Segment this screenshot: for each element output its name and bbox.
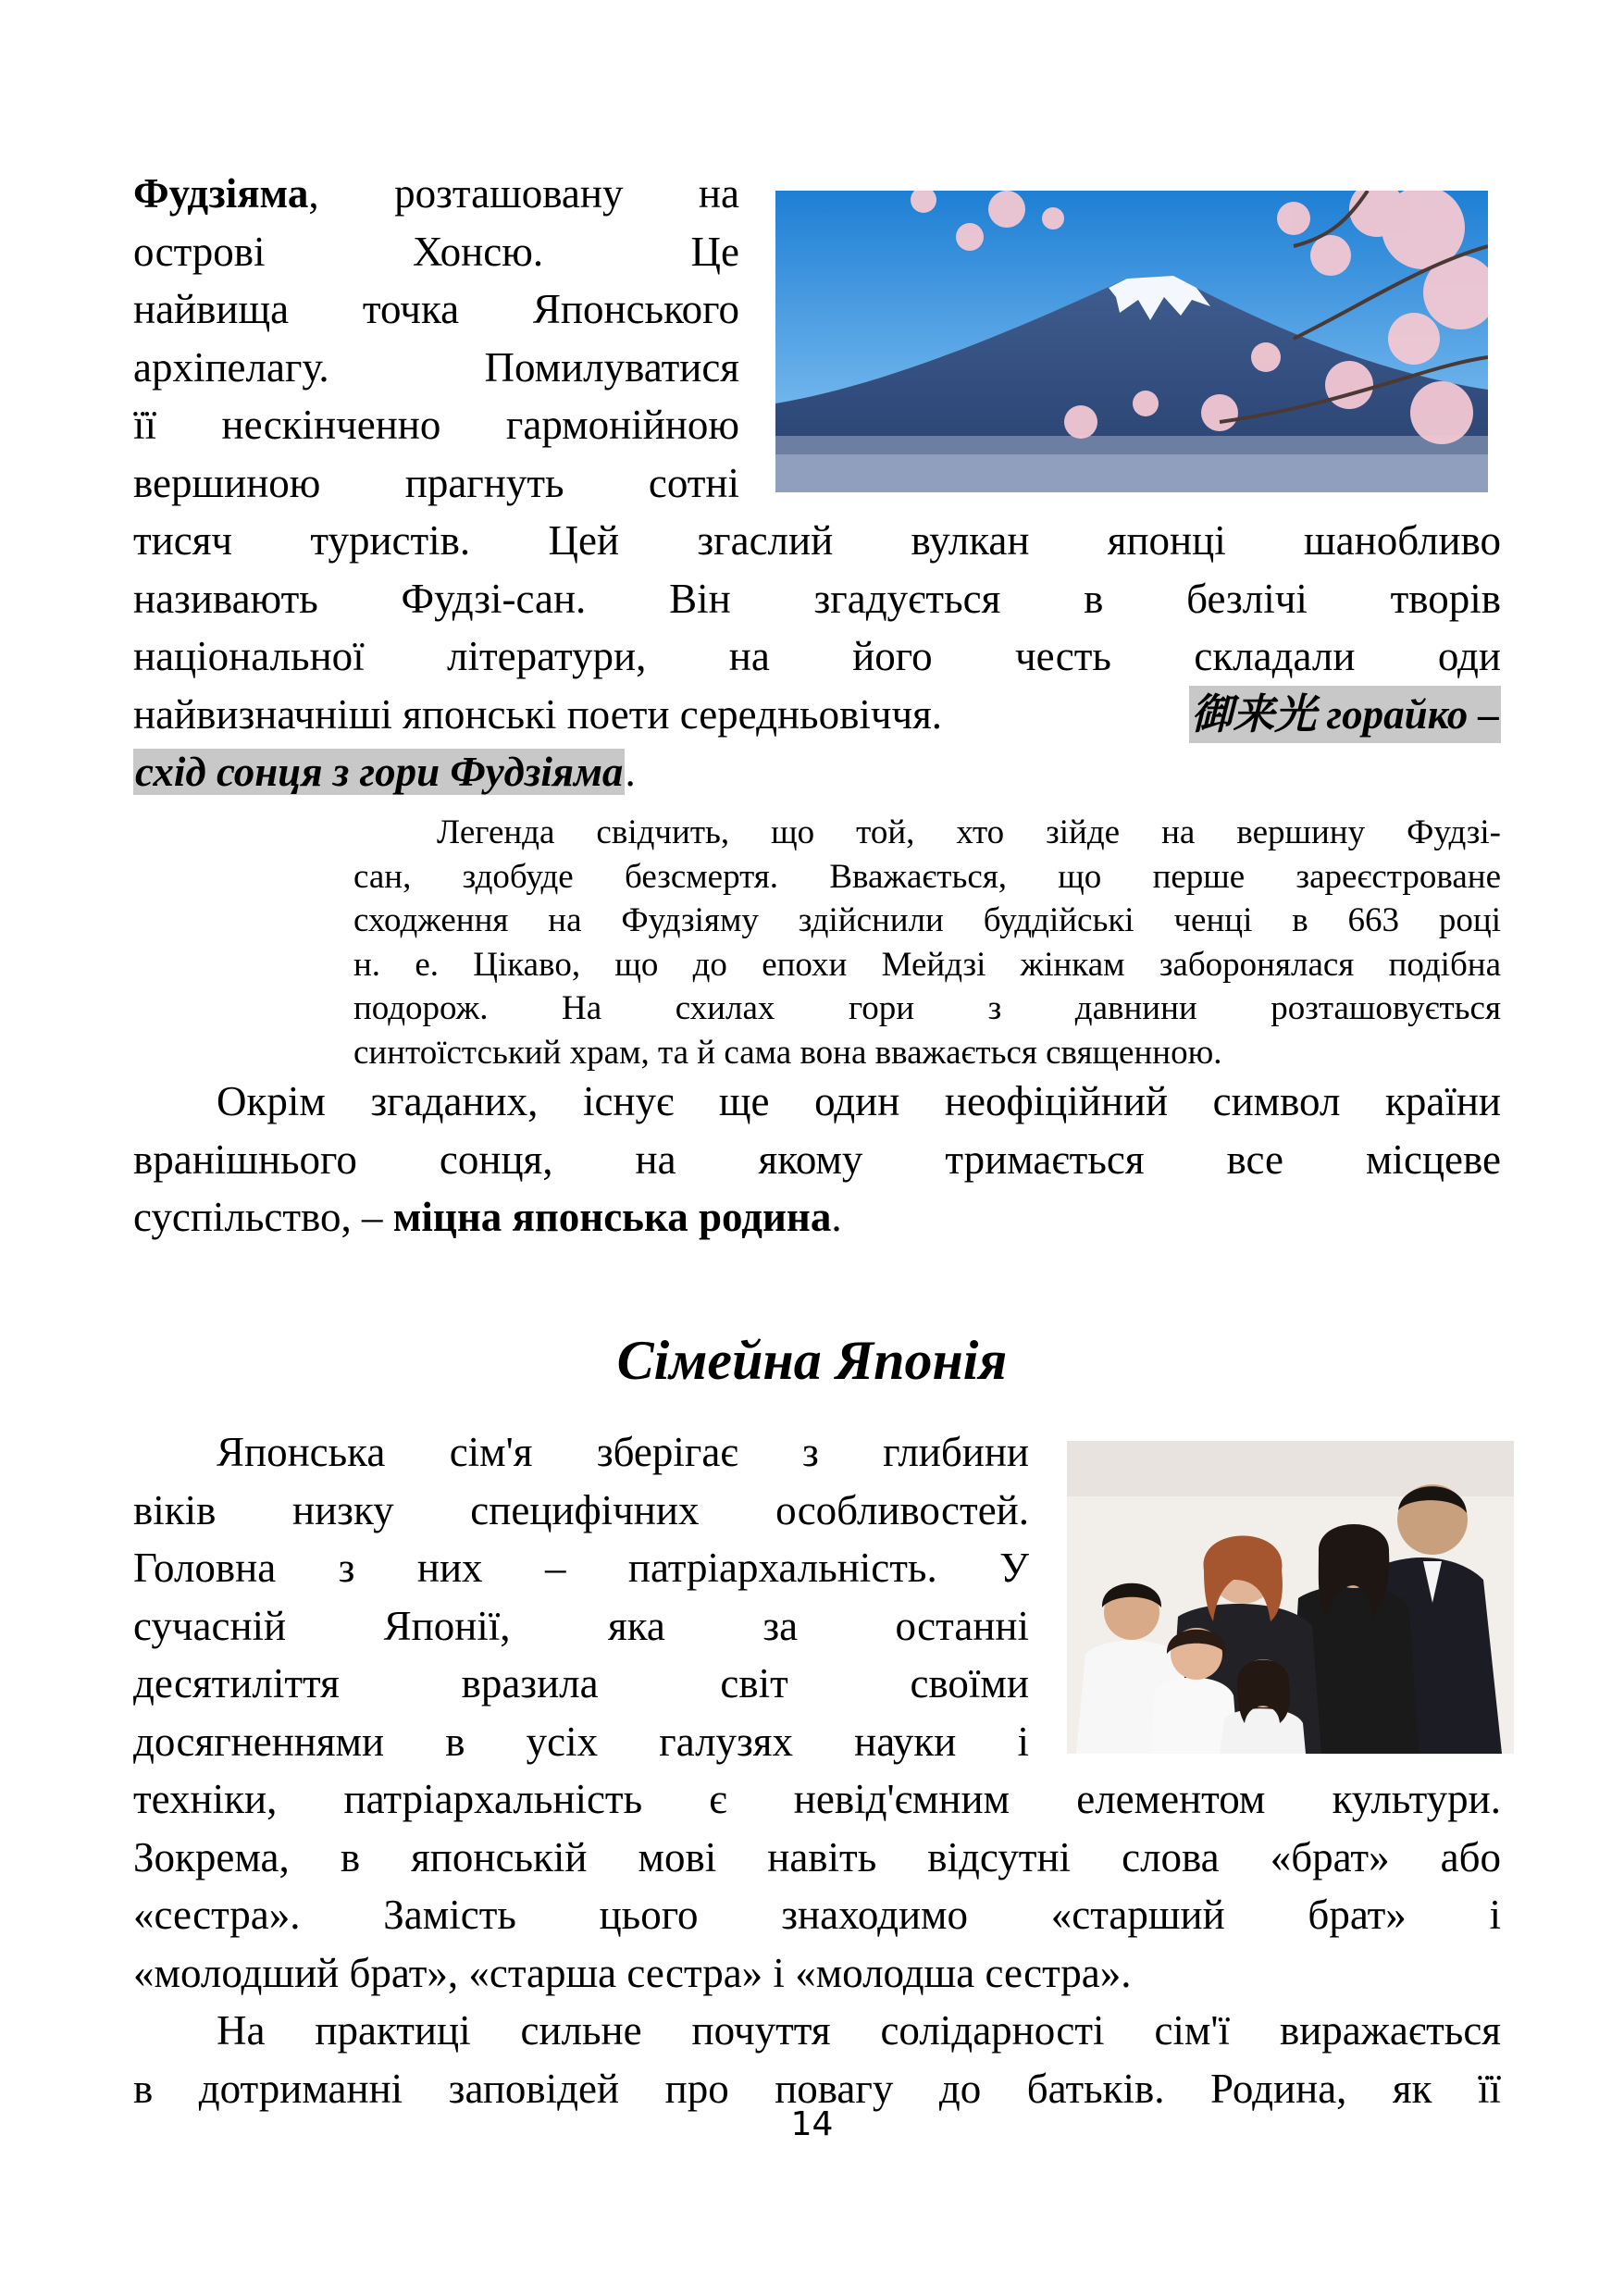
text-line: вранішнього сонця, на якому тримається все місцеве [133,1136,1501,1183]
text-line: Фудзіяма, розташовану на [133,170,739,217]
text-line: віків низку специфічних особливостей. [133,1486,1029,1533]
text-line: На практиці сильне почуття солідарності сім'ї виражається [217,2007,1501,2054]
text-line: вершиною прагнуть сотні [133,459,739,506]
fuji-paragraph-wrapped [133,165,739,512]
text-line: синтоїстський храм, та й сама вона вважається священною. [353,1033,1222,1072]
mount-fuji-photo [775,191,1488,492]
family-illustration [1067,1441,1514,1754]
text-line: техніки, патріархальність є невід'ємним елементом культури. [133,1776,1501,1822]
text-line: називають Фудзі-сан. Він згадується в безлічі творів [133,575,1501,622]
legend-paragraph [353,811,1501,1075]
text-line: подорож. На схилах гори з давнини розташовується [353,989,1501,1028]
text-line: «сестра». Замість цього знаходимо «старший брат» і [133,1892,1501,1938]
text-line: острові Хонсю. Це [133,228,739,275]
term-fujiyama: Фудзіяма [133,170,309,217]
text-line: Окрім згаданих, існує ще один неофіційний символ країни [217,1078,1501,1124]
text-line: сходження на Фудзіяму здійснили буддійські ченці в 663 році [353,901,1501,940]
japanese-family-photo [1067,1441,1514,1754]
section-heading: Сімейна Японія [616,1330,1008,1391]
text-line: сан, здобуде безсмертя. Вважається, що перше зареєстроване [353,857,1501,896]
text-line: Зокрема, в японській мові навіть відсутні слова «брат» або [133,1833,1501,1880]
text-line: н. е. Цікаво, що до епохи Мейдзі жінкам заборонялася подібна [353,945,1501,984]
symbol-paragraph [133,1073,1501,1247]
text-line: Легенда свідчить, що той, хто зійде на вершину Фудзі- [437,813,1501,851]
text-line: сучасній Японії, яка за останні [133,1602,1029,1649]
text-line: найвизначніші японські поети середньовіччя. 御来光 горайко – [133,686,1501,744]
family-paragraph-continued [133,1770,1501,2117]
text-line: архіпелагу. Помилуватися [133,343,739,391]
highlighted-phrase-continued: схід сонця з гори Фудзіяма [135,749,624,795]
text-line: національної літератури, на його честь складали оди [133,633,1501,679]
text-line: тисяч туристів. Цей згаслий вулкан японці шанобливо [133,517,1501,564]
text-line: Головна з них – патріархальність. У [133,1545,1029,1591]
text-line: «молодший брат», «старша сестра» і «молодша сестра». [133,1949,1132,1996]
text-line: найвища точка Японського [133,286,739,332]
text-line: її нескінченно гармонійною [133,402,739,448]
mount-fuji-illustration [775,191,1488,492]
text-line: десятиліття вразила світ своїми [133,1660,1029,1706]
page-number: 14 [790,2105,834,2143]
text-line: суспільство, – міцна японська родина. [133,1194,842,1240]
highlighted-phrase: 御来光 горайко – [1189,686,1501,744]
family-paragraph-wrapped [133,1423,1029,1770]
text-line: Японська сім'я зберігає з глибини [217,1429,1029,1475]
fuji-paragraph-continued [133,512,1501,801]
text-line: схід сонця з гори Фудзіяма. [135,749,636,795]
text-line: досягненнями в усіх галузях науки і [133,1718,1029,1765]
text-line: в дотриманні заповідей про повагу до батьків. Родина, як її [133,2065,1501,2112]
term-strong-family: міцна японська родина [392,1194,832,1240]
